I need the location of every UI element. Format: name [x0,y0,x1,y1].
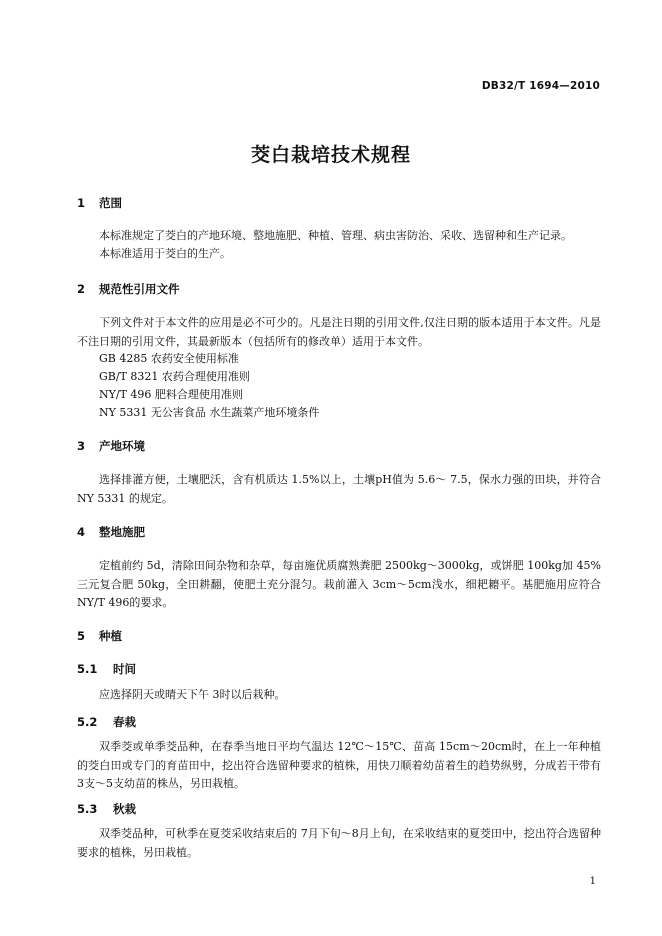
reference-item: NY 5331 无公害食品 水生蔬菜产地环境条件 [99,406,320,419]
section-5-heading [77,628,122,644]
section-number: 5 [77,629,86,643]
subsection-number: 5.1 [77,662,98,676]
section-3-paragraph-1: 选择排灌方便，土壤肥沃，含有机质达 1.5%以上，土壤pH值为 5.6～ 7.5，保水力强的田块，并符合 NY 5331 的规定。 [77,473,601,505]
section-number: 3 [77,439,86,453]
section-2-heading [77,281,180,297]
section-2-paragraph-1: 下列文件对于本文件的应用是必不可少的。凡是注日期的引用文件,仅注日期的版本适用于本文件。凡是不注日期的引用文件，其最新版本（包括所有的修改单）适用于本文件。 [77,316,601,348]
subsection-5-3-paragraph: 双季茭品种，可秋季在夏茭采收结束后的 7月下旬～8月上旬，在采收结束的夏茭田中，挖出符合选留种要求的植株，另田栽植。 [77,827,601,859]
subsection-number: 5.2 [77,715,98,729]
section-3-heading [77,438,145,454]
subsection-title: 秋栽 [113,802,137,816]
subsection-5-1-paragraph: 应选择阴天或晴天下午 3时以后栽种。 [99,688,286,701]
subsection-5-3-heading [77,801,136,817]
subsection-number: 5.3 [77,802,98,816]
standard-code: DB32/T 1694—2010 [481,80,600,92]
section-title: 整地施肥 [99,525,146,539]
subsection-5-1-heading [77,661,136,677]
subsection-title: 春栽 [113,715,137,729]
subsection-title: 时间 [113,662,137,676]
subsection-5-2-paragraph: 双季茭或单季茭品种，在春季当地日平均气温达 12℃～15℃、苗高 15cm～20cm时，在上一年种植的茭白田或专门的育苗田中，挖出符合选留种要求的植株，用快刀顺着幼苗着生的趋势纵劈，分成若干带有 3支～5支幼苗的株丛，另田栽植。 [77,740,601,790]
section-title: 种植 [99,629,123,643]
section-4-heading [77,524,145,540]
section-number: 2 [77,282,86,296]
section-1-heading [77,195,122,211]
document-title: 茭白栽培技术规程 [250,144,411,166]
section-number: 4 [77,525,86,539]
reference-item: GB 4285 农药安全使用标准 [99,352,239,365]
reference-item: GB/T 8321 农药合理使用准则 [99,370,250,383]
section-number: 1 [77,196,86,210]
subsection-5-2-heading [77,714,136,730]
page-number: 1 [589,876,596,887]
section-1-paragraph-2: 本标准适用于茭白的生产。 [99,247,231,260]
reference-item: NY/T 496 肥料合理使用准则 [99,388,243,401]
section-4-paragraph-1: 定植前约 5d，清除田间杂物和杂草，每亩施优质腐熟粪肥 2500kg～3000kg，或饼肥 100kg加 45%三元复合肥 50kg，全田耕翻，使肥土充分混匀。栽前灌入 3cm～5cm浅水，细耙耱平。基肥施用应符合NY/T 496的要求。 [77,559,601,609]
section-title: 规范性引用文件 [99,282,180,296]
section-1-paragraph-1: 本标准规定了茭白的产地环境、整地施肥、种植、管理、病虫害防治、采收、选留种和生产记录。 [99,229,572,242]
section-title: 范围 [99,196,123,210]
section-title: 产地环境 [99,439,146,453]
